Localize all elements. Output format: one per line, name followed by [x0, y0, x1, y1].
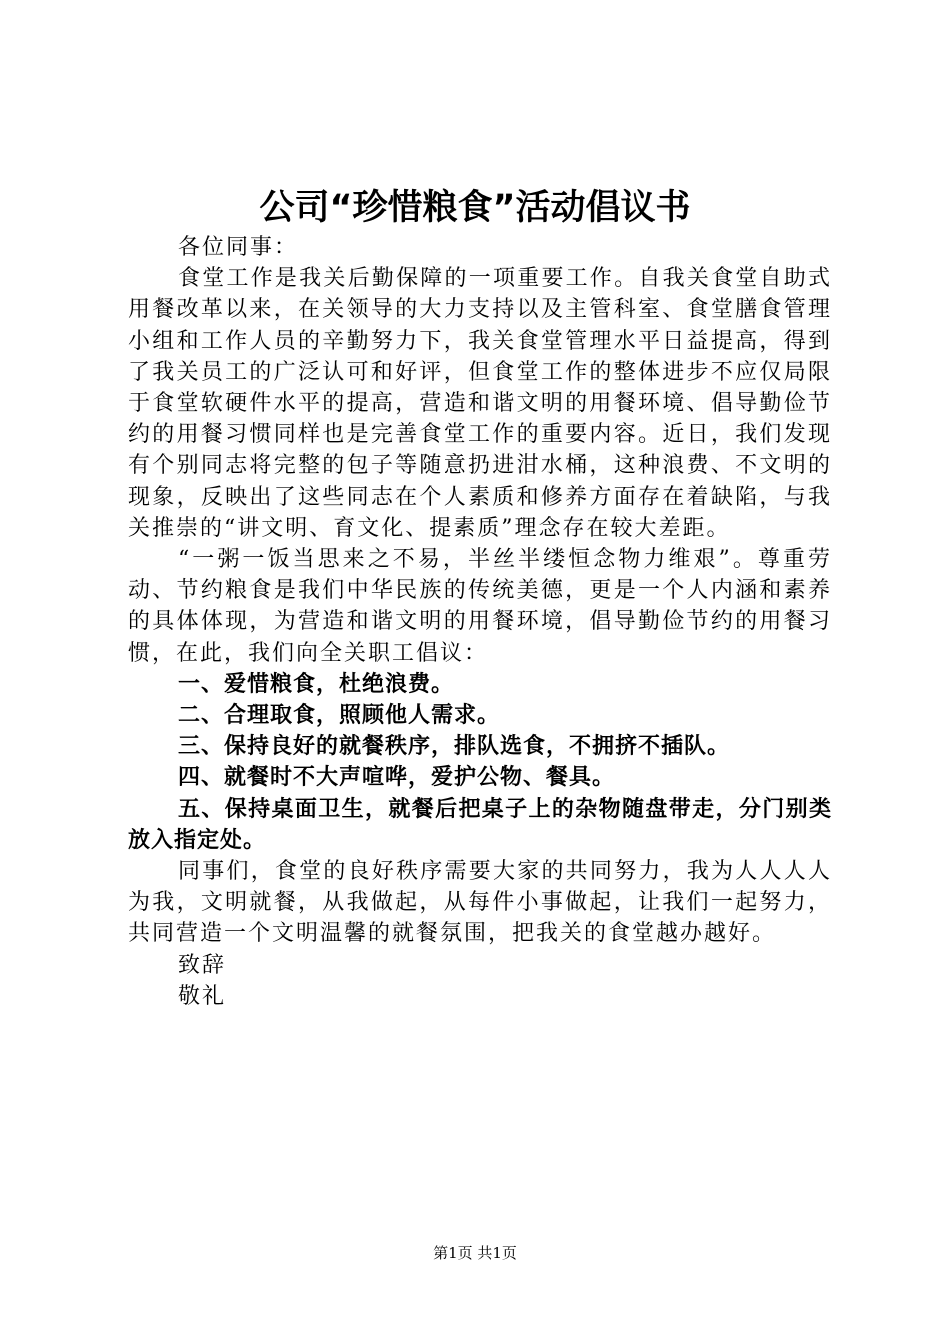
- body-paragraph: “一粥一饭当思来之不易，半丝半缕恒念物力维艰”。尊重劳动、节约粮食是我们中华民族的传统美德，更是一个人内涵和素养的具体体现，为营造和谐文明的用餐环境，倡导勤俭节约的用餐习惯，在此，我们向全关职工倡议：: [128, 547, 832, 666]
- sign-off-line: 敬礼: [178, 983, 227, 1009]
- proposal-item: 二、合理取食，照顾他人需求。: [178, 703, 501, 729]
- page-footer: 第1页 共1页: [433, 1244, 517, 1262]
- closing-paragraph: 同事们，食堂的良好秩序需要大家的共同努力，我为人人人人为我，文明就餐，从我做起，从每件小事做起，让我们一起努力，共同营造一个文明温馨的就餐氛围，把我关的食堂越办越好。: [128, 859, 832, 947]
- document-title: 公司“珍惜粮食”活动倡议书: [259, 188, 691, 228]
- proposal-item: 三、保持良好的就餐秩序，排队选食，不拥挤不插队。: [178, 734, 731, 760]
- salutation: 各位同事：: [178, 235, 299, 260]
- proposal-item: 一、爱惜粮食，杜绝浪费。: [178, 671, 455, 697]
- document-body: [128, 232, 832, 1012]
- proposal-item: 四、就餐时不大声喧哗，爱护公物、餐具。: [178, 765, 616, 791]
- body-paragraph: 食堂工作是我关后勤保障的一项重要工作。自我关食堂自助式用餐改革以来，在关领导的大力支持以及主管科室、食堂膳食管理小组和工作人员的辛勤努力下，我关食堂管理水平日益提高，得到了我关员工的广泛认可和好评，但食堂工作的整体进步不应仅局限于食堂软硬件水平的提高，营造和谐文明的用餐环境、倡导勤俭节约的用餐习惯同样也是完善食堂工作的重要内容。近日，我们发现有个别同志将完整的包子等随意扔进泔水桶，这种浪费、不文明的现象，反映出了这些同志在个人素质和修养方面存在着缺陷，与我关推崇的“讲文明、育文化、提素质”理念存在较大差距。: [128, 266, 832, 541]
- proposal-item: 五、保持桌面卫生，就餐后把桌子上的杂物随盘带走，分门别类放入指定处。: [128, 796, 832, 853]
- sign-off-line: 致辞: [178, 952, 227, 978]
